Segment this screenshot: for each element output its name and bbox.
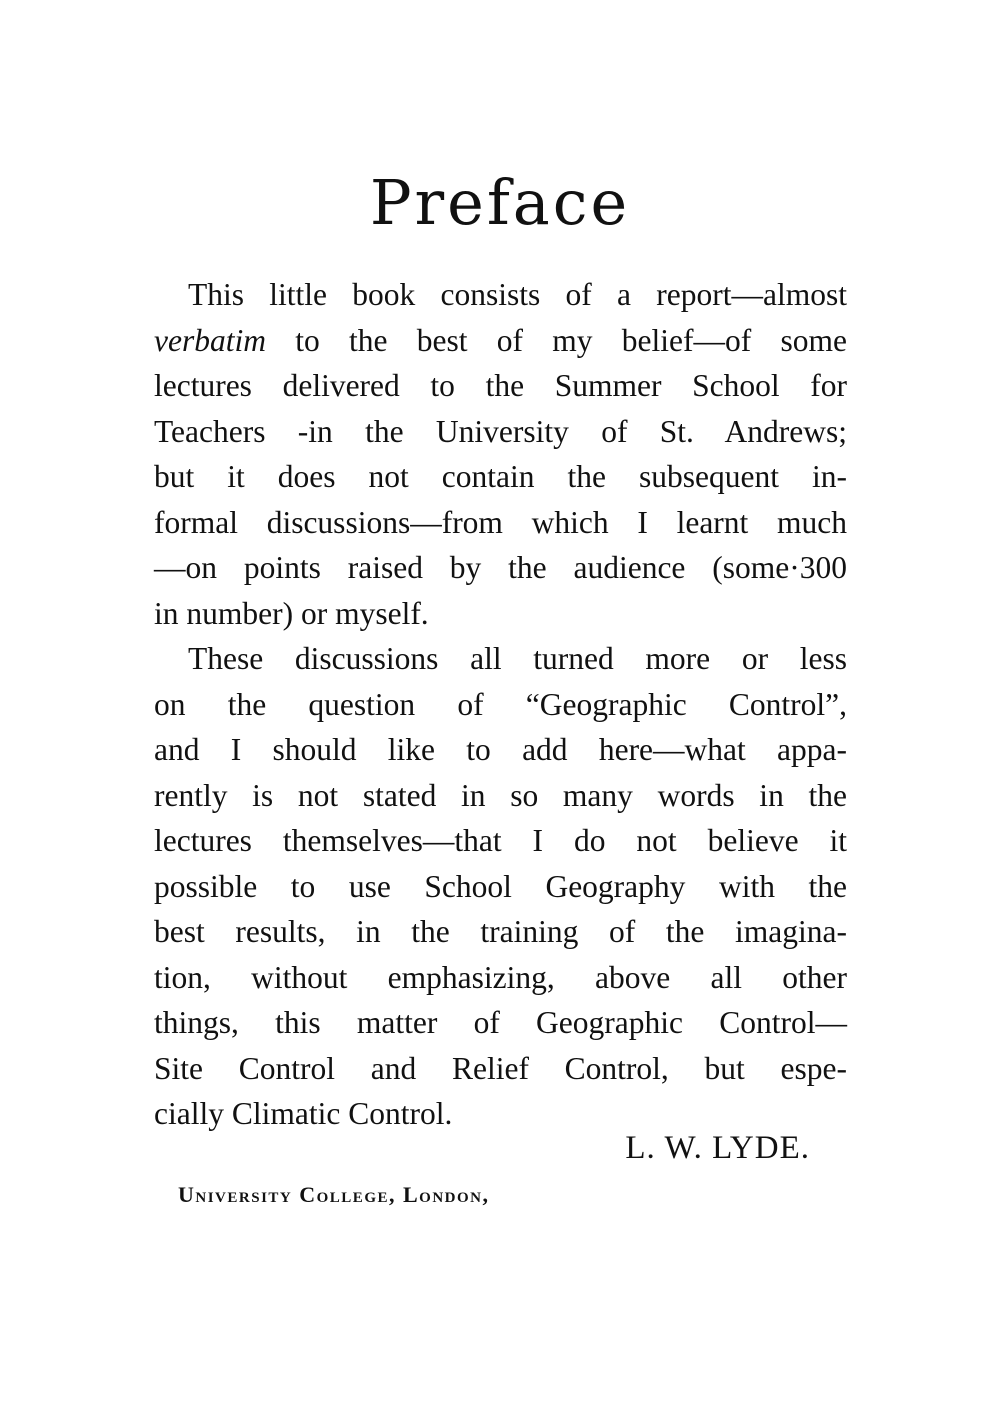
text-line: These discussions all turned more or less [188,641,847,676]
text-line: in number) or myself. [154,595,429,631]
text-line: This little book consists of a report—almost [188,277,847,312]
author-signature: L. W. LYDE. [625,1130,810,1166]
text-fragment: to the best of my belief—of some [265,322,847,358]
text-line: —on points raised by the audience (some·300 [154,550,847,585]
preface-body [154,272,847,1137]
text-line [154,318,847,364]
text-line: formal discussions—from which I learnt much [154,504,847,540]
text-line: best results, in the training of the imagina- [154,914,847,949]
text-line: rently is not stated in so many words in the [154,777,847,813]
text-line: lectures themselves—that I do not believe it [154,823,847,858]
text-line: lectures delivered to the Summer School for [154,368,847,403]
text-line: on the question of “Geographic Control”, [154,686,847,722]
text-line: Teachers -in the University of St. Andrews; [154,413,847,449]
text-line: cially Climatic Control. [154,1096,453,1131]
author-location: University College, London, [178,1182,490,1207]
page-title: Preface [369,166,631,239]
text-line: and I should like to add here—what appa- [154,732,847,767]
text-line: things, this matter of Geographic Control— [154,1005,847,1040]
text-line: but it does not contain the subsequent in- [154,459,847,494]
text-line: Site Control and Relief Control, but espe- [154,1050,847,1086]
paragraph-2 [154,636,847,1137]
italic-word: verbatim [154,322,266,358]
text-line: possible to use School Geography with the [154,868,847,904]
paragraph-1 [154,272,847,636]
text-line: tion, without emphasizing, above all other [154,959,847,995]
